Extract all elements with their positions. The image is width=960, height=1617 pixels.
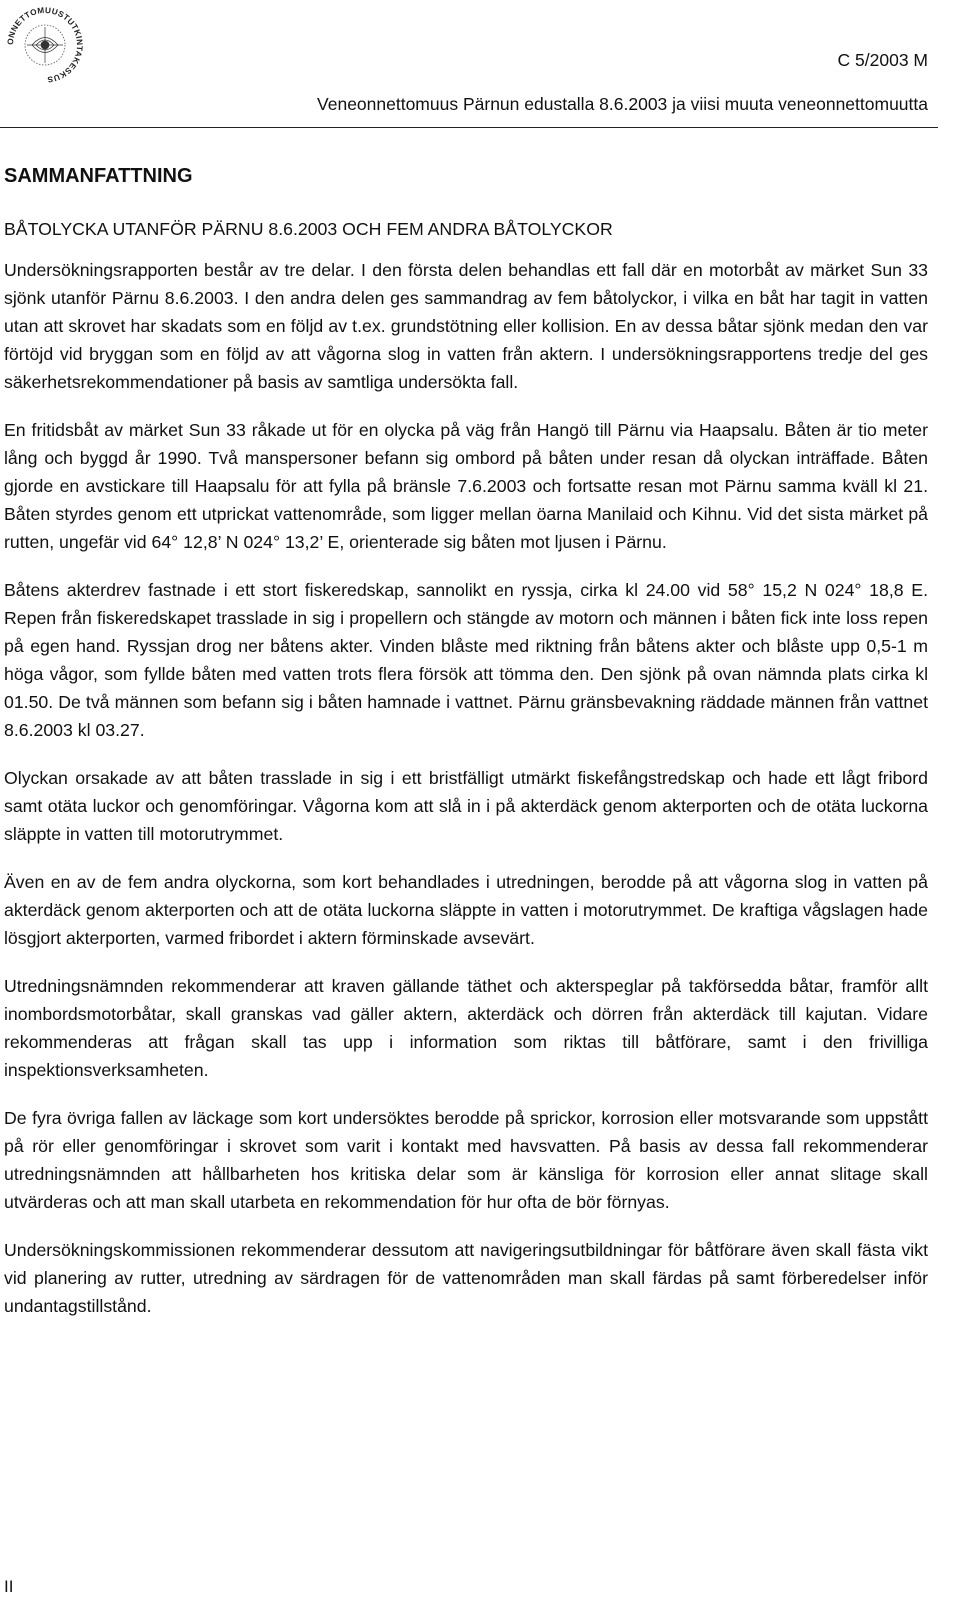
paragraph-7: De fyra övriga fallen av läckage som kort undersöktes berodde på sprickor, korrosion eller motsvarande som uppstått på rör eller genomföringar i skrovet som varit i kontakt med havsvatten. På basis av dessa fall rekommenderar utredningsnämnden att hållbarheten hos kritiska delar som är känsliga för korrosion eller annat slitage skall utvärderas och att man skall utarbeta en rekommendation för hur ofta de bör förnyas. (4, 1108, 928, 1212)
document-code: C 5/2003 M (837, 50, 928, 70)
paragraph-4: Olyckan orsakade av att båten trasslade in sig i ett bristfälligt utmärkt fiskefångstredskap och hade ett lågt fribord samt otäta luckor och genomföringar. Vågorna kom att slå in i på akterdäck genom akterporten och de otäta luckorna släppte in vatten till motorutrymmet. (4, 768, 928, 844)
paragraph-6: Utredningsnämnden rekommenderar att kraven gällande täthet och akterspeglar på takförsedda båtar, framför allt inombordsmotorbåtar, skall granskas vad gäller aktern, akterdäck och dörren från akterdäck till kajutan. Vidare rekommenderas att frågan skall tas upp i information som riktas till båtförare, samt i den frivilliga inspektionsverksamheten. (4, 976, 928, 1080)
page-number: II (4, 1577, 14, 1596)
header-divider (0, 127, 938, 128)
paragraph-1: Undersökningsrapporten består av tre delar. I den första delen behandlas ett fall där en motorbåt av märket Sun 33 sjönk utanför Pärnu 8.6.2003. I den andra delen ges sammandrag av fem båtolyckor, i vilka en båt har tagit in vatten utan att skrovet har skadats som en följd av t.ex. grundstötning eller kollision. En av dessa båtar sjönk medan den var förtöjd vid bryggan som en följd av att vågorna slog in vatten från aktern. I undersökningsrapportens tredje del ges säkerhetsrekommendationer på basis av samtliga undersökta fall. (4, 260, 928, 392)
section-heading: SAMMANFATTNING (4, 165, 193, 187)
paragraph-3: Båtens akterdrev fastnade i ett stort fiskeredskap, sannolikt en ryssja, cirka kl 24.00 vid 58° 15,2 N 024° 18,8 E. Repen från fiskeredskapet trasslade in sig i propellern och stängde av motorn och männen i båten fick inte loss repen på egen hand. Ryssjan drog ner båtens akter. Vinden blåste med riktning från båtens akter och blåste upp 0,5-1 m höga vågor, som fyllde båten med vatten trots flera försök att tömma den. Den sjönk på ovan nämnda plats cirka kl 01.50. De två männen som befann sig i båten hamnade i vattnet. Pärnu gränsbevakning räddade männen från vattnet 8.6.2003 kl 03.27. (4, 580, 928, 740)
running-header-title: Veneonnettomuus Pärnun edustalla 8.6.2003 ja viisi muuta veneonnettomuutta (317, 94, 928, 114)
paragraph-2: En fritidsbåt av märket Sun 33 råkade ut för en olycka på väg från Hangö till Pärnu via Haapsalu. Båten är tio meter lång och byggd år 1990. Två manspersoner befann sig ombord på båten under resan då olyckan inträffade. Båten gjorde en avstickare till Haapsalu för att fylla på bränsle 7.6.2003 och fortsatte resan mot Pärnu samma kväll kl 21. Båten styrdes genom ett utprickat vattenområde, som ligger mellan öarna Manilaid och Kihnu. Vid det sista märket på rutten, ungefär vid 64° 12,8’ N 024° 13,2’ E, orienterade sig båten mot ljusen i Pärnu. (4, 420, 928, 552)
section-subheading: BÅTOLYCKA UTANFÖR PÄRNU 8.6.2003 OCH FEM ANDRA BÅTOLYCKOR (4, 219, 613, 239)
document-body (4, 162, 928, 1320)
svg-text:ONNETTOMUUSTUTKINTAKESKUS: ONNETTOMUUSTUTKINTAKESKUS (5, 5, 85, 85)
agency-seal-logo (2, 2, 88, 88)
paragraph-8: Undersökningskommissionen rekommenderar dessutom att navigeringsutbildningar för båtförare även skall fästa vikt vid planering av rutter, utredning av särdragen för de vattenområden man skall färdas på samt förberedelser inför undantagstillstånd. (4, 1240, 928, 1316)
paragraph-5: Även en av de fem andra olyckorna, som kort behandlades i utredningen, berodde på att vågorna slog in vatten på akterdäck genom akterporten och att de otäta luckorna släppte in vatten i motorutrymmet. De kraftiga vågslagen hade lösgjort akterporten, varmed fribordet i aktern förminskade avsevärt. (4, 872, 928, 948)
